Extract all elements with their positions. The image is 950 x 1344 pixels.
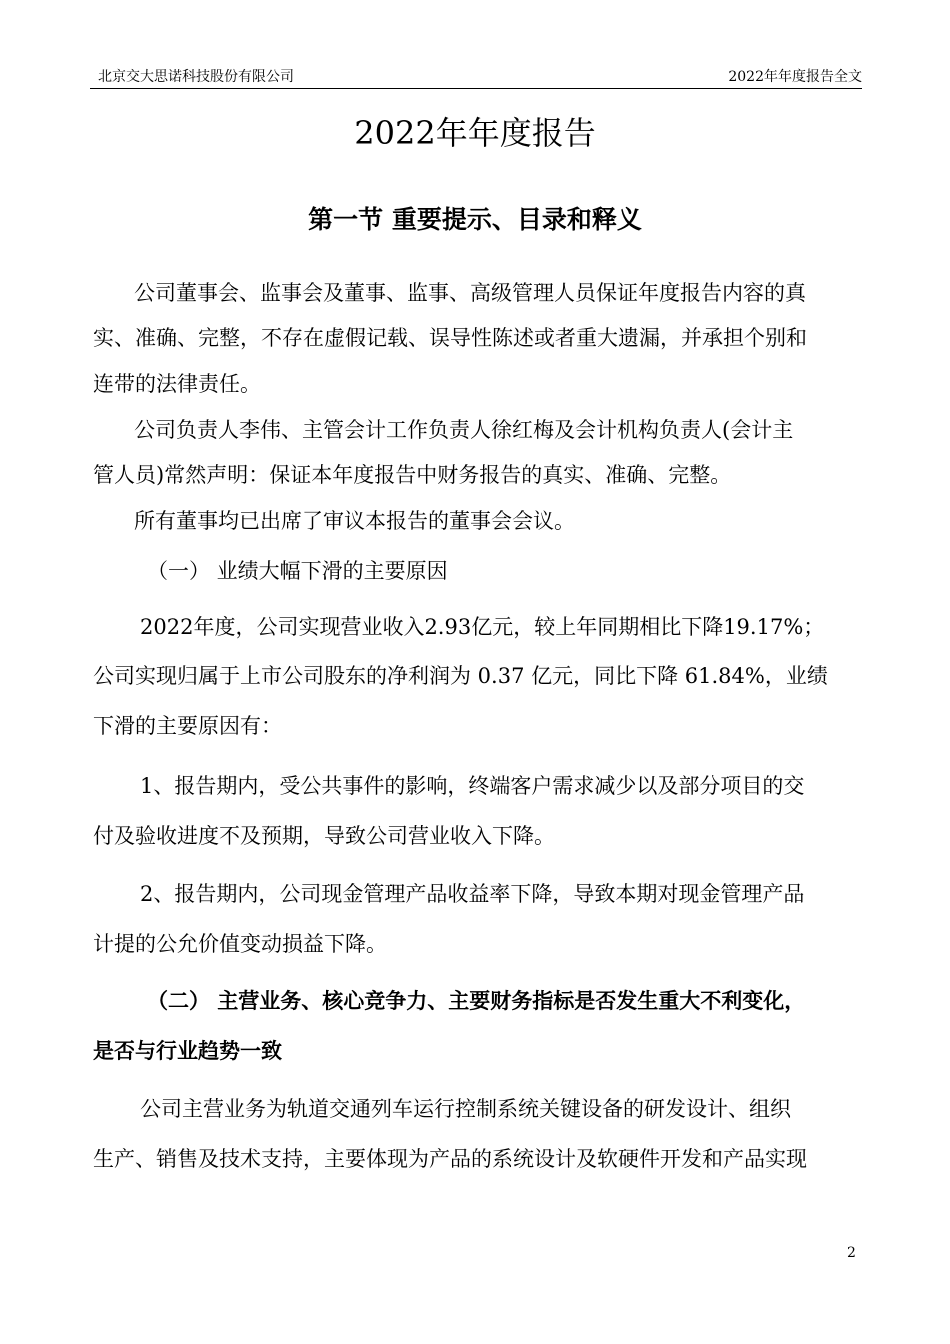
paragraph-line: 公司主营业务为轨道交通列车运行控制系统关键设备的研发设计、组织: [140, 1097, 791, 1121]
page-number: 2: [847, 1245, 856, 1261]
paragraph-line: 所有董事均已出席了审议本报告的董事会会议。: [134, 509, 575, 533]
paragraph-line: 连带的法律责任。: [93, 372, 261, 396]
paragraph-line: 下滑的主要原因有：: [93, 714, 282, 738]
paragraph-line: 2、报告期内，公司现金管理产品收益率下降，导致本期对现金管理产品: [140, 882, 805, 906]
paragraph-line: 生产、销售及技术支持，主要体现为产品的系统设计及软硬件开发和产品实现: [93, 1147, 807, 1171]
paragraph-line: 2022年度，公司实现营业收入2.93亿元，较上年同期相比下降19.17%；: [140, 615, 825, 639]
subheading-1: （一） 业绩大幅下滑的主要原因: [147, 559, 448, 583]
paragraph-line: 计提的公允价值变动损益下降。: [93, 932, 387, 956]
section-title: 第一节 重要提示、目录和释义: [308, 205, 642, 234]
paragraph-line: 公司实现归属于上市公司股东的净利润为 0.37 亿元，同比下降 61.84%，业绩: [93, 664, 828, 688]
paragraph-line: 公司董事会、监事会及董事、监事、高级管理人员保证年度报告内容的真: [134, 281, 806, 305]
header-company-name: 北京交大思诺科技股份有限公司: [98, 69, 294, 85]
header-document-type: 2022年年度报告全文: [728, 69, 862, 85]
page-header: [90, 64, 862, 89]
subheading-2: （二） 主营业务、核心竞争力、主要财务指标是否发生重大不利变化，: [147, 989, 806, 1013]
paragraph-line: 公司负责人李伟、主管会计工作负责人徐红梅及会计机构负责人(会计主: [134, 418, 794, 442]
paragraph-line: 管人员)常然声明：保证本年度报告中财务报告的真实、准确、完整。: [93, 463, 732, 487]
paragraph-line: 1、报告期内，受公共事件的影响，终端客户需求减少以及部分项目的交: [140, 774, 805, 798]
paragraph-line: 付及验收进度不及预期，导致公司营业收入下降。: [93, 824, 555, 848]
paragraph-line: 实、准确、完整，不存在虚假记载、误导性陈述或者重大遗漏，并承担个别和: [93, 326, 807, 350]
report-title: 2022年年度报告: [354, 114, 596, 152]
subheading-2-continued: 是否与行业趋势一致: [93, 1039, 282, 1063]
